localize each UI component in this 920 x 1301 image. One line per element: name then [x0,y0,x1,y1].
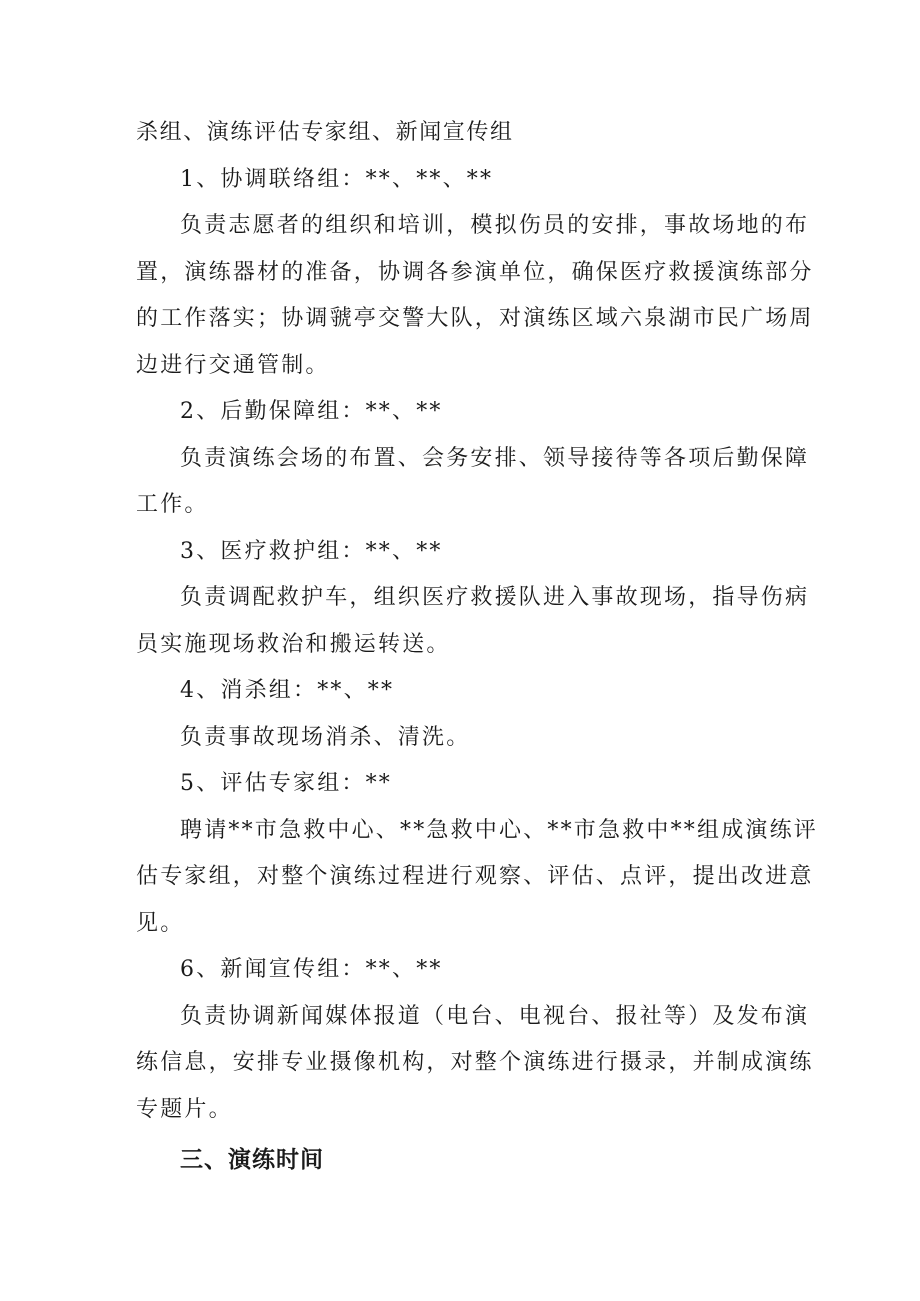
section-heading: 三、演练时间 [180,1147,324,1173]
group-title-coordination: 1、协调联络组：**、**、** [180,166,494,192]
paragraph-line: 边进行交通管制。 [136,352,330,378]
document-body [136,110,819,1184]
paragraph-line: 负责协调新闻媒体报道（电台、电视台、报社等）及发布演 [180,1003,810,1029]
paragraph-continuation: 杀组、演练评估专家组、新闻宣传组 [136,120,514,145]
paragraph-line: 负责演练会场的布置、会务安排、领导接待等各项后勤保障 [180,445,810,471]
paragraph-line: 专题片。 [136,1096,233,1122]
paragraph-line: 负责志愿者的组织和培训，模拟伤员的安排，事故场地的布 [180,213,810,238]
group-title-publicity: 6、新闻宣传组：**、** [180,957,443,982]
paragraph-line: 聘请**市急救中心、**急救中心、**市急救中**组成演练评 [180,817,819,843]
group-title-evaluation: 5、评估专家组：** [180,771,392,796]
paragraph-line: 工作。 [136,492,209,517]
group-title-medical: 3、医疗救护组：**、** [180,538,443,564]
paragraph-line: 的工作落实；协调虢亭交警大队，对演练区域六泉湖市民广场周 [136,306,814,331]
paragraph-line: 练信息，安排专业摄像机构，对整个演练进行摄录，并制成演练 [136,1050,814,1075]
paragraph-line: 负责事故现场消杀、清洗。 [180,724,471,750]
paragraph-line: 估专家组，对整个演练过程进行观察、评估、点评，提出改进意 [136,864,814,889]
group-title-disinfection: 4、消杀组：**、** [180,678,395,703]
paragraph-line: 负责调配救护车，组织医疗救援队进入事故现场，指导伤病 [180,585,810,610]
paragraph-line: 置，演练器材的准备，协调各参演单位，确保医疗救援演练部分 [136,259,814,285]
paragraph-line: 见。 [136,910,185,936]
group-title-logistics: 2、后勤保障组：**、** [180,399,443,424]
paragraph-line: 员实施现场救治和搬运转送。 [136,631,451,657]
